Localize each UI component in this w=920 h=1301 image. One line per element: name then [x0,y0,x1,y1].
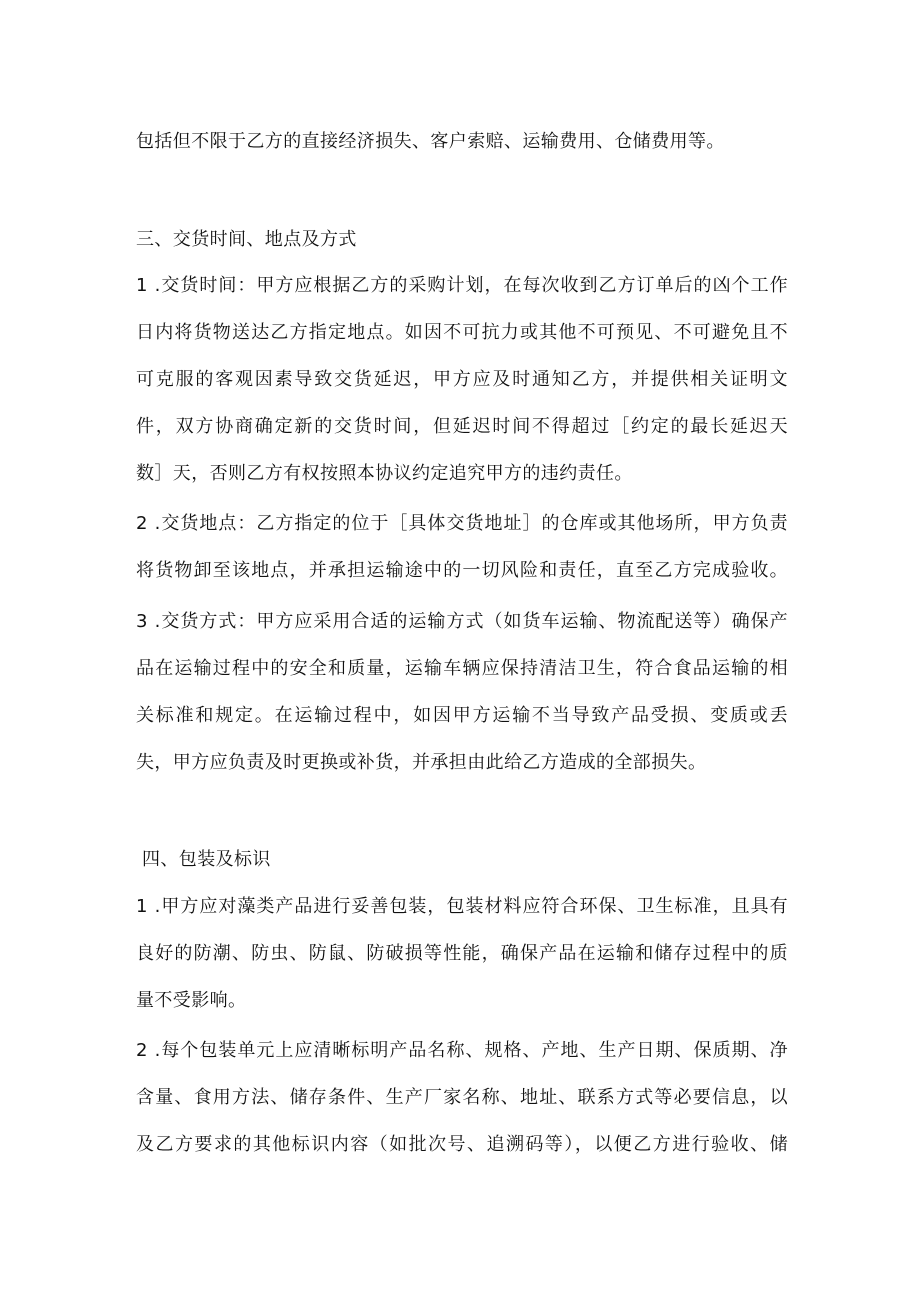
intro-line: 包括但不限于乙方的直接经济损失、客户索赔、运输费用、仓储费用等。 [136,131,725,152]
section3-item3-line: 3 .交货方式：甲方应采用合适的运输方式（如货车运输、物流配送等）确保产 [136,611,788,632]
section3-item1-line: 日内将货物送达乙方指定地点。如因不可抗力或其他不可预见、不可避免且不 [136,322,788,343]
section4-item1-line: 1 .甲方应对藻类产品进行妥善包装，包装材料应符合环保、卫生标准，且具有 [136,896,788,917]
section4-item1-line: 良好的防潮、防虫、防鼠、防破损等性能，确保产品在运输和储存过程中的质 [136,943,788,964]
section3-item2-line: 2 .交货地点：乙方指定的位于［具体交货地址］的仓库或其他场所，甲方负责 [136,513,788,534]
section4-item2-line: 含量、食用方法、储存条件、生产厂家名称、地址、联系方式等必要信息，以 [136,1087,788,1108]
section4-heading: 四、包装及标识 [142,849,271,870]
section3-item3-line: 失，甲方应负责及时更换或补货，并承担由此给乙方造成的全部损失。 [136,752,707,773]
section3-item1-line: 数］天，否则乙方有权按照本协议约定追究甲方的违约责任。 [136,463,633,484]
section4-item2-line: 及乙方要求的其他标识内容（如批次号、追溯码等），以便乙方进行验收、储 [136,1134,788,1155]
section3-item1-line: 1 .交货时间：甲方应根据乙方的采购计划，在每次收到乙方订单后的凶个工作 [136,275,788,296]
section3-item3-line: 关标准和规定。在运输过程中，如因甲方运输不当导致产品受损、变质或丢 [136,705,788,726]
section3-heading: 三、交货时间、地点及方式 [136,229,357,250]
section3-item2-line: 将货物卸至该地点，并承担运输途中的一切风险和责任，直至乙方完成验收。 [136,560,788,581]
section4-item1-line: 量不受影响。 [136,990,247,1011]
section4-item2-line: 2 .每个包装单元上应清晰标明产品名称、规格、产地、生产日期、保质期、净 [136,1040,788,1061]
section3-item1-line: 件，双方协商确定新的交货时间，但延迟时间不得超过［约定的最长延迟天 [136,416,788,437]
section3-item3-line: 品在运输过程中的安全和质量，运输车辆应保持清洁卫生，符合食品运输的相 [136,658,788,679]
section3-item1-line: 可克服的客观因素导致交货延迟，甲方应及时通知乙方，并提供相关证明文 [136,369,788,390]
